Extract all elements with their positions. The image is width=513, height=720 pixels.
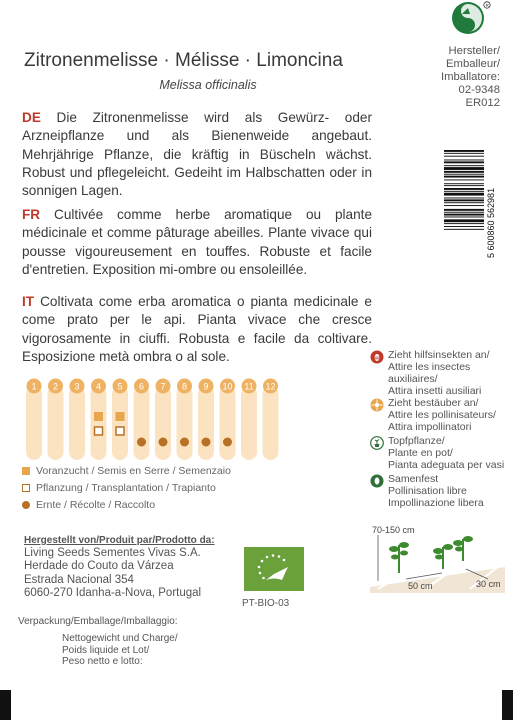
description-fr-text: Cultivée comme herbe aromatique ou plante médicinale et comme pâturage abeilles. Plante vivace qui pousse vigoureusement en touffes. Robuste et facile d'entretien. Exposition mi-ombre ou ensoleillée. bbox=[22, 207, 373, 277]
legend-harvest-text: Ernte / Récolte / Raccolto bbox=[36, 499, 156, 511]
harvest-mark-7 bbox=[159, 438, 168, 447]
eu-organic-logo-icon bbox=[244, 547, 304, 591]
sowing-swatch-icon bbox=[22, 467, 30, 475]
producer-address bbox=[24, 547, 201, 601]
harvest-swatch-icon bbox=[22, 501, 30, 509]
description-fr bbox=[22, 206, 372, 279]
description-it bbox=[22, 293, 372, 366]
month-column-3 bbox=[69, 386, 85, 460]
month-label-10: 10 bbox=[222, 381, 233, 392]
description-it-text: Coltivata come erba aromatica o pianta medicinale e come prato per le api. Pianta vivace che cresce vigorosamente in ciuffi. Robusta e facile da coltivare. Esposizione metà ombra o al sole. bbox=[22, 294, 372, 364]
green-dot-icon bbox=[448, 0, 491, 38]
plant-spacing-label: 30 cm bbox=[476, 579, 501, 589]
month-column-6 bbox=[134, 386, 150, 460]
legend-planting-text: Pflanzung / Transplantation / Trapianto bbox=[36, 482, 216, 494]
manufacturer-label-3: Imballatore: bbox=[440, 71, 500, 83]
property-2-line-2: Attire les pollinisateurs/ bbox=[388, 409, 496, 421]
planting-mark-4 bbox=[95, 427, 103, 435]
sowing-mark-5 bbox=[116, 412, 125, 421]
producer-heading: Hergestellt von/Produit par/Prodotto da: bbox=[24, 535, 215, 546]
pollinator-icon bbox=[370, 398, 384, 412]
property-4-line-3: Impollinazione libera bbox=[388, 497, 484, 509]
svg-text:R: R bbox=[485, 3, 489, 8]
harvest-mark-6 bbox=[137, 438, 146, 447]
legend-planting bbox=[22, 482, 216, 494]
plant-spacing-diagram bbox=[370, 525, 505, 593]
net-weight-block bbox=[62, 633, 178, 668]
net-weight-line-2: Poids liquide et Lot/ bbox=[62, 644, 150, 656]
property-4-line-1: Samenfest bbox=[388, 473, 439, 485]
planting-swatch-icon bbox=[22, 484, 30, 492]
month-label-1: 1 bbox=[31, 381, 37, 392]
month-label-2: 2 bbox=[52, 381, 59, 392]
manufacturer-code-2: ER012 bbox=[465, 97, 500, 109]
sowing-mark-4 bbox=[94, 412, 103, 421]
month-column-1 bbox=[26, 386, 42, 460]
manufacturer-label-1: Hersteller/ bbox=[448, 45, 500, 57]
property-4-line-2: Pollinisation libre bbox=[388, 485, 467, 497]
property-2-line-1: Zieht bestäuber an/ bbox=[388, 397, 479, 409]
month-label-11: 11 bbox=[244, 381, 254, 392]
manufacturer-code-1: 02-9348 bbox=[458, 84, 500, 96]
month-label-7: 7 bbox=[160, 381, 166, 392]
description-de-text: Die Zitronenmelisse wird als Gewürz- oder Arzneipflanze und als Bienenweide angebaut. Mehrjährige Pflanze, die kräftig in Büscheln wächst. Robust und pflegeleicht. Gedeiht im Halbschatten oder in sonnigen Lagen. bbox=[22, 110, 372, 199]
manufacturer-label-2: Emballeur/ bbox=[446, 58, 500, 70]
lang-code-de: DE bbox=[22, 110, 41, 125]
month-label-3: 3 bbox=[74, 381, 80, 392]
net-weight-line-3: Peso netto e lotto: bbox=[62, 656, 143, 667]
property-3-line-2: Plante en pot/ bbox=[388, 447, 453, 459]
packaging-label: Verpackung/Emballage/Imballaggio: bbox=[18, 616, 178, 627]
month-column-11 bbox=[241, 386, 257, 460]
month-column-12 bbox=[263, 386, 279, 460]
height-label: 70-150 cm bbox=[372, 525, 415, 535]
description-de bbox=[22, 109, 372, 200]
property-1-line-2: Attire les insectes bbox=[388, 361, 471, 373]
harvest-mark-8 bbox=[180, 438, 189, 447]
month-column-8 bbox=[177, 386, 193, 460]
producer-line-3: Estrada Nacional 354 bbox=[24, 573, 134, 586]
barcode bbox=[442, 148, 496, 260]
property-1-line-3: auxiliaires/ bbox=[388, 373, 438, 385]
month-label-12: 12 bbox=[265, 381, 276, 392]
month-label-6: 6 bbox=[138, 381, 145, 392]
harvest-mark-10 bbox=[223, 438, 232, 447]
month-column-4 bbox=[91, 386, 107, 460]
legend-sowing-text: Voranzucht / Semis en Serre / Semenzaio bbox=[36, 465, 231, 477]
pot-plant-icon bbox=[370, 436, 384, 450]
planting-mark-5 bbox=[116, 427, 124, 435]
property-1-line-4: Attira insetti ausiliari bbox=[388, 385, 482, 397]
producer-name: Living Seeds Sementes Vivas S.A. bbox=[24, 547, 201, 559]
legend-sowing bbox=[22, 465, 231, 477]
packet-edge-left bbox=[0, 690, 11, 720]
producer-line-2: Herdade do Couto da Várzea bbox=[24, 560, 174, 573]
seed-icon bbox=[370, 474, 384, 488]
legend-harvest bbox=[22, 499, 155, 511]
harvest-mark-9 bbox=[202, 438, 211, 447]
bee-icon bbox=[370, 350, 384, 364]
month-label-9: 9 bbox=[203, 381, 209, 392]
lang-code-fr: FR bbox=[22, 207, 41, 222]
barcode-digits: 5 600860 562981 bbox=[486, 187, 496, 258]
sowing-calendar bbox=[22, 378, 290, 460]
month-column-10 bbox=[220, 386, 236, 460]
product-title: Zitronenmelisse · Mélisse · Limoncina bbox=[24, 50, 343, 71]
organic-control-code: PT-BIO-03 bbox=[242, 598, 290, 609]
property-3-line-3: Pianta adeguata per vasi bbox=[388, 459, 505, 471]
barcode-bars bbox=[444, 150, 484, 230]
property-3-line-1: Topfpflanze/ bbox=[388, 435, 445, 447]
row-spacing-label: 50 cm bbox=[408, 581, 433, 591]
net-weight-line-1: Nettogewicht und Charge/ bbox=[62, 633, 178, 644]
month-label-8: 8 bbox=[181, 381, 188, 392]
lang-code-it: IT bbox=[22, 294, 35, 309]
month-column-7 bbox=[155, 386, 171, 460]
month-column-5 bbox=[112, 386, 128, 460]
packet-edge-right bbox=[502, 690, 513, 720]
manufacturer-block bbox=[420, 45, 500, 110]
month-label-5: 5 bbox=[117, 381, 123, 392]
latin-name: Melissa officinalis bbox=[159, 78, 257, 92]
month-column-9 bbox=[198, 386, 214, 460]
month-column-2 bbox=[48, 386, 64, 460]
producer-line-4: 6060-270 Idanha-a-Nova, Portugal bbox=[24, 587, 202, 600]
property-1-line-1: Zieht hilfsinsekten an/ bbox=[388, 349, 490, 361]
month-label-4: 4 bbox=[95, 381, 102, 392]
property-2-line-3: Attira impollinatori bbox=[388, 421, 472, 433]
